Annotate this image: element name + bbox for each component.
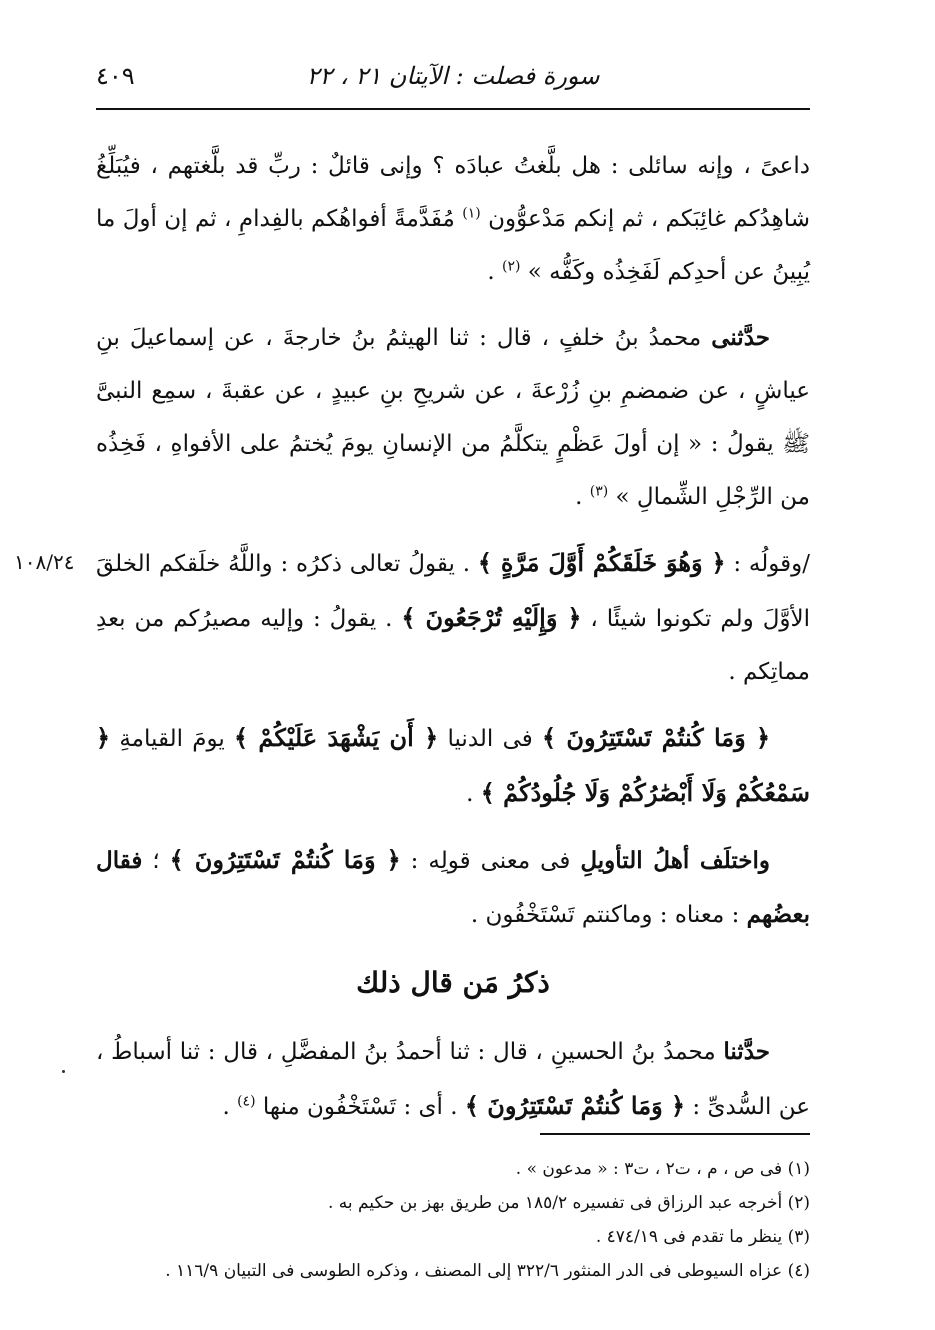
quran-verse: ﴿ وَمَا كُنتُمْ تَسْتَتِرُونَ ﴾: [464, 1091, 686, 1120]
quran-verse: ﴿ وَمَا كُنتُمْ تَسْتَتِرُونَ ﴾: [542, 723, 771, 752]
footnote-2: (٢) أخرجه عبد الرزاق فى تفسيره ١٨٥/٢ من طريق بهز بن حكيم به .: [327, 1193, 810, 1213]
paragraph-5: [96, 833, 810, 942]
paragraph-2-lead: حدَّثنى: [711, 324, 770, 351]
paragraph-3-text-a: /وقولُه :: [733, 551, 811, 577]
paragraph-6-text-b: . أى : تَسْتَخْفُون منها: [262, 1094, 458, 1120]
paragraph-5-text-a: فى معنى قولِه :: [410, 848, 571, 874]
paragraph-1: [96, 140, 810, 299]
margin-reference: ١٠٨/٢٤: [14, 550, 75, 574]
footnote-ref-4: (٤): [237, 1093, 256, 1110]
paragraph-2-end: .: [575, 484, 583, 510]
paragraph-3-text-c: . يقولُ : وإليه مصيرُكم من بعدِ مماتِكم .: [96, 606, 810, 685]
footnote-4: (٤) عزاه السيوطى فى الدر المنثور ٣٢٢/٦ إلى المصنف ، وذكره الطوسى فى التبيان ١١٦/٩ .: [165, 1261, 810, 1281]
section-heading: ذكرُ مَن قال ذلك: [356, 966, 550, 999]
paragraph-2: [96, 311, 810, 524]
paragraph-4-text-b: يومَ القيامةِ: [119, 726, 225, 752]
footnote-ref-1: (١): [462, 205, 481, 222]
stray-mark: [62, 1070, 65, 1073]
paragraph-5-text-b: ؛: [152, 848, 160, 874]
paragraph-4-end: .: [466, 781, 474, 807]
header-title: سورة فصلت : الآيتان ٢١ ، ٢٢: [306, 62, 600, 90]
quran-verse: ﴿ سَمْعُكُمْ وَلَا أَبْصَٰرُكُمْ وَلَا جُلُودُكُمْ ﴾: [96, 723, 810, 807]
quran-verse: ﴿ أَن يَشْهَدَ عَلَيْكُمْ ﴾: [234, 723, 439, 752]
paragraph-6-end: .: [222, 1094, 230, 1120]
paragraph-2-text: محمدُ بنُ خلفٍ ، قال : ثنا الهيثمُ بنُ خارجةَ ، عن إسماعيلَ بنِ عياشٍ ، عن ضمضمِ بنِ زُرْعةَ ، عن شريحِ بنِ عبيدٍ ، عن عقبةَ ، سمِع النبىَّ ﷺ يقولُ : « إن أولَ عَظْمٍ يتكلَّمُ من الإنسانِ يومَ يُختمُ على الأفواهِ ، فَخِذُه من الرِّجْلِ الشِّمالِ »: [96, 325, 810, 510]
paragraph-3-text-b: . يقولُ تعالى ذكرُه : واللَّهُ خلَقكم الخلقَ الأوَّلَ ولم تكونوا شيئًا ،: [96, 551, 811, 632]
footnote-3: (٣) ينظر ما تقدم فى ٤٧٤/١٩ .: [595, 1227, 810, 1247]
footnote-ref-2: (٢): [501, 258, 521, 275]
footnote-ref-3: (٣): [589, 483, 609, 500]
footnote-rule: [540, 1133, 810, 1135]
footnotes: [96, 1152, 810, 1288]
header-rule: [96, 108, 810, 110]
paragraph-6-lead: حدَّثنا: [723, 1038, 770, 1065]
paragraph-6: [96, 1025, 810, 1134]
footnote-1: (١) فى ص ، م ، ت٢ ، ت٣ : « مدعون » .: [515, 1159, 810, 1179]
page-number: ٤٠٩: [96, 62, 135, 90]
running-header: [96, 52, 810, 102]
paragraph-4-text-a: فى الدنيا: [447, 726, 533, 752]
quran-verse: ﴿ وَمَا كُنتُمْ تَسْتَتِرُونَ ﴾: [169, 845, 401, 874]
paragraph-1-text-b: مُفَدَّمةً أفواهُكم بالفِدامِ ، ثم إن أولَ ما يُبِينُ عن أحدِكم لَفَخِذُه وكَفُّه »: [96, 206, 810, 285]
paragraph-3: [96, 536, 810, 699]
paragraph-5-lead-2: فقال بعضُهم: [96, 847, 810, 928]
paragraph-1-text: داعىً ، وإنه سائلى : هل بلَّغتُ عبادَه ؟ وإنى قائلٌ : ربِّ قد بلَّغتهم ، فيُبَلِّغُ شاهِدُكم غائِبَكم ، ثم إنكم مَدْعوُّون: [96, 153, 811, 232]
paragraph-4: [96, 711, 810, 821]
paragraph-6-text-a: محمدُ بنُ الحسينِ ، قال : ثنا أحمدُ بنُ المفضَّلِ ، قال : ثنا أسباطُ ، عن السُّدىِّ :: [96, 1039, 810, 1120]
paragraph-5-text-c: : معناه : وماكنتم تَسْتَخْفُون .: [470, 902, 740, 928]
main-text: [96, 140, 810, 1146]
paragraph-1-end: .: [487, 259, 495, 285]
quran-verse: ﴿ وَهُوَ خَلَقَكُمْ أَوَّلَ مَرَّةٍ ﴾: [477, 548, 726, 577]
paragraph-5-lead: واختلَف أهلُ التأويلِ: [580, 847, 770, 874]
quran-verse: ﴿ وَإِلَيْهِ تُرْجَعُونَ ﴾: [401, 603, 582, 632]
